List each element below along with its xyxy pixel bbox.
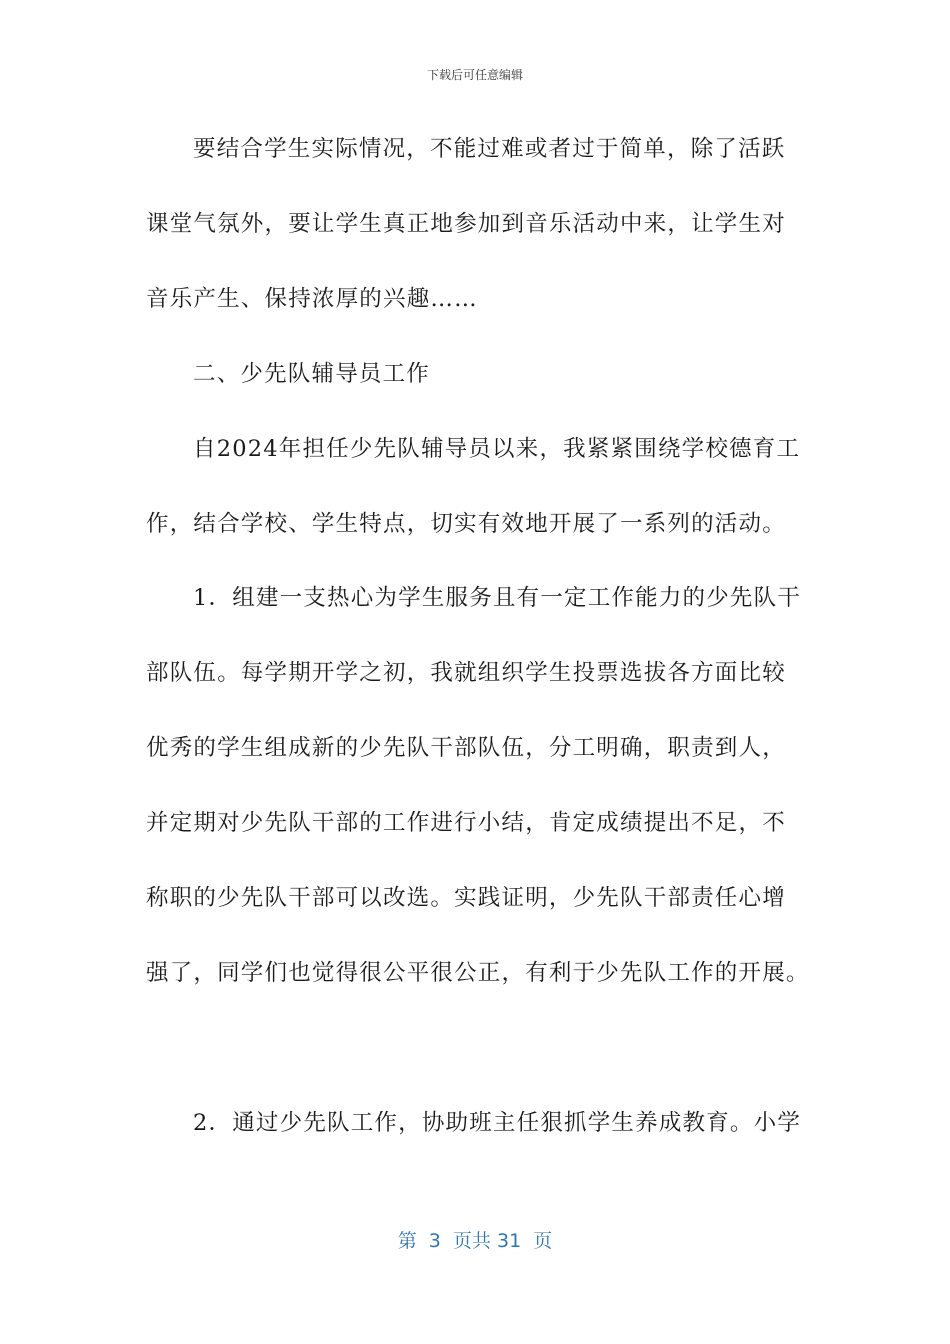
paragraph-line: 部队伍。每学期开学之初，我就组织学生投票选拔各方面比较 [146, 660, 786, 686]
paragraph-line: 优秀的学生组成新的少先队干部队伍，分工明确，职责到人， [146, 735, 786, 761]
page-number-footer: 第 3 页共 31 页 [397, 1230, 553, 1252]
paragraph-line: 2．通过少先队工作，协助班主任狠抓学生养成教育。小学 [193, 1110, 802, 1136]
paragraph-line: 自2024年担任少先队辅导员以来，我紧紧围绕学校德育工 [193, 436, 801, 462]
paragraph-line: 并定期对少先队干部的工作进行小结，肯定成绩提出不足，不 [146, 810, 786, 836]
paragraph-line: 作，结合学校、学生特点，切实有效地开展了一系列的活动。 [146, 511, 786, 537]
paragraph-line: 音乐产生、保持浓厚的兴趣…… [146, 286, 478, 312]
page-header: 下载后可任意编辑 [426, 68, 523, 82]
section-heading: 二、少先队辅导员工作 [193, 361, 431, 387]
paragraph-line: 称职的少先队干部可以改选。实践证明，少先队干部责任心增 [146, 885, 786, 911]
paragraph-line: 强了，同学们也觉得很公平很公正，有利于少先队工作的开展。 [146, 960, 810, 986]
paragraph-line: 要结合学生实际情况，不能过难或者过于简单，除了活跃 [193, 136, 786, 162]
paragraph-line: 课堂气氛外，要让学生真正地参加到音乐活动中来，让学生对 [146, 211, 786, 237]
paragraph-line: 1．组建一支热心为学生服务且有一定工作能力的少先队干 [193, 585, 802, 611]
